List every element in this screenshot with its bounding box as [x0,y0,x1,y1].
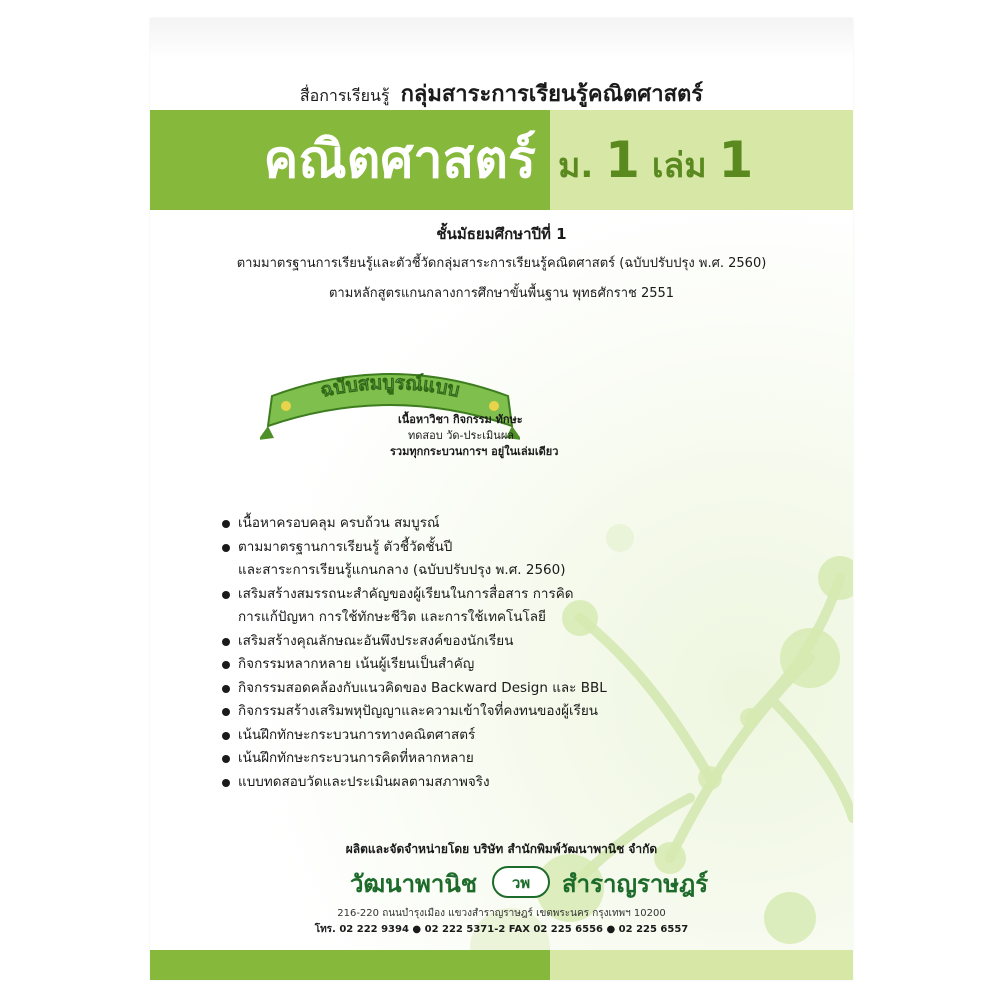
list-item: ตามมาตรฐานการเรียนรู้ ตัวชี้วัดชั้นปี และสาระการเรียนรู้แกนกลาง (ฉบับปรับปรุง พ.ศ. 2560) [222,536,742,583]
grade-number: 1 [605,131,640,189]
list-item: เน้นฝึกทักษะกระบวนการทางคณิตศาสตร์ [222,724,742,748]
star-icon [281,401,291,411]
feature-list [222,512,742,794]
grade-prefix: ม. [558,146,594,186]
book-title: คณิตศาสตร์ [263,130,536,190]
list-item: เสริมสร้างคุณลักษณะอันพึงประสงค์ของนักเรียน [222,630,742,654]
publisher-name-right: สำราญราษฎร์ [562,869,709,898]
publisher-address: 216-220 ถนนบำรุงเมือง แขวงสำราญราษฎร์ เขตพระนคร กรุงเทพฯ 10200 [337,908,666,919]
bullet-icon [222,591,230,599]
publisher-phones: โทร. 02 222 9394 ● 02 222 5371-2 FAX 02 225 6556 ● 02 225 6557 [314,924,689,935]
badge-line-2: ทดสอบ วัด-ประเมินผล [408,429,514,442]
bullet-icon [222,544,230,552]
series-heading [150,76,853,111]
badge-ribbon-text: ฉบับสมบูรณ์แบบ [318,371,462,402]
bullet-icon [222,685,230,693]
title-band [150,110,853,210]
list-item: กิจกรรมหลากหลาย เน้นผู้เรียนเป็นสำคัญ [222,653,742,677]
series-title: กลุ่มสาระการเรียนรู้คณิตศาสตร์ [400,82,704,107]
volume-number: 1 [718,131,754,189]
bottom-band-right [550,950,853,980]
series-prefix: สื่อการเรียนรู้ [299,86,390,105]
list-item: เสริมสร้างสมรรถนะสำคัญของผู้เรียนในการสื่อสาร การคิด การแก้ปัญหา การใช้ทักษะชีวิต และการใช้เทคโนโลยี [222,583,742,630]
list-item: แบบทดสอบวัดและประเมินผลตามสภาพจริง [222,771,742,795]
publisher-emblem-icon [492,866,550,898]
list-item: กิจกรรมสร้างเสริมพหุปัญญาและความเข้าใจที่คงทนของผู้เรียน [222,700,742,724]
standard-text: ตามมาตรฐานการเรียนรู้และตัวชี้วัดกลุ่มสาระการเรียนรู้คณิตศาสตร์ (ฉบับปรับปรุง พ.ศ. 2560) [236,256,767,271]
volume-prefix: เล่ม [651,146,707,186]
badge-line-3: รวมทุกกระบวนการฯ อยู่ในเล่มเดียว [390,445,559,458]
book-cover [150,18,853,980]
bullet-icon [222,779,230,787]
bullet-icon [222,732,230,740]
level-text: ชั้นมัธยมศึกษาปีที่ 1 [436,225,567,243]
bullet-icon [222,708,230,716]
publisher-logo [350,864,830,904]
curriculum-text: ตามหลักสูตรแกนกลางการศึกษาขั้นพื้นฐาน พุทธศักราช 2551 [328,286,675,301]
publisher-line: ผลิตและจัดจำหน่ายโดย บริษัท สำนักพิมพ์วัฒนาพานิช จำกัด [345,842,658,856]
list-item: เน้นฝึกทักษะกระบวนการคิดที่หลากหลาย [222,747,742,771]
badge-line-1: เนื้อหาวิชา กิจกรรม ทักษะ [398,413,523,426]
bullet-icon [222,638,230,646]
list-item: กิจกรรมสอดคล้องกับแนวคิดของ Backward Design และ BBL [222,677,742,701]
bottom-band-left [150,950,550,980]
bullet-icon [222,755,230,763]
grade-volume [558,110,753,210]
bullet-icon [222,661,230,669]
publisher-name-left: วัฒนาพานิช [350,869,478,898]
bullet-icon [222,520,230,528]
list-item: เนื้อหาครอบคลุม ครบถ้วน สมบูรณ์ [222,512,742,536]
svg-text:วพ: วพ [511,874,531,892]
bottom-band [150,950,853,980]
